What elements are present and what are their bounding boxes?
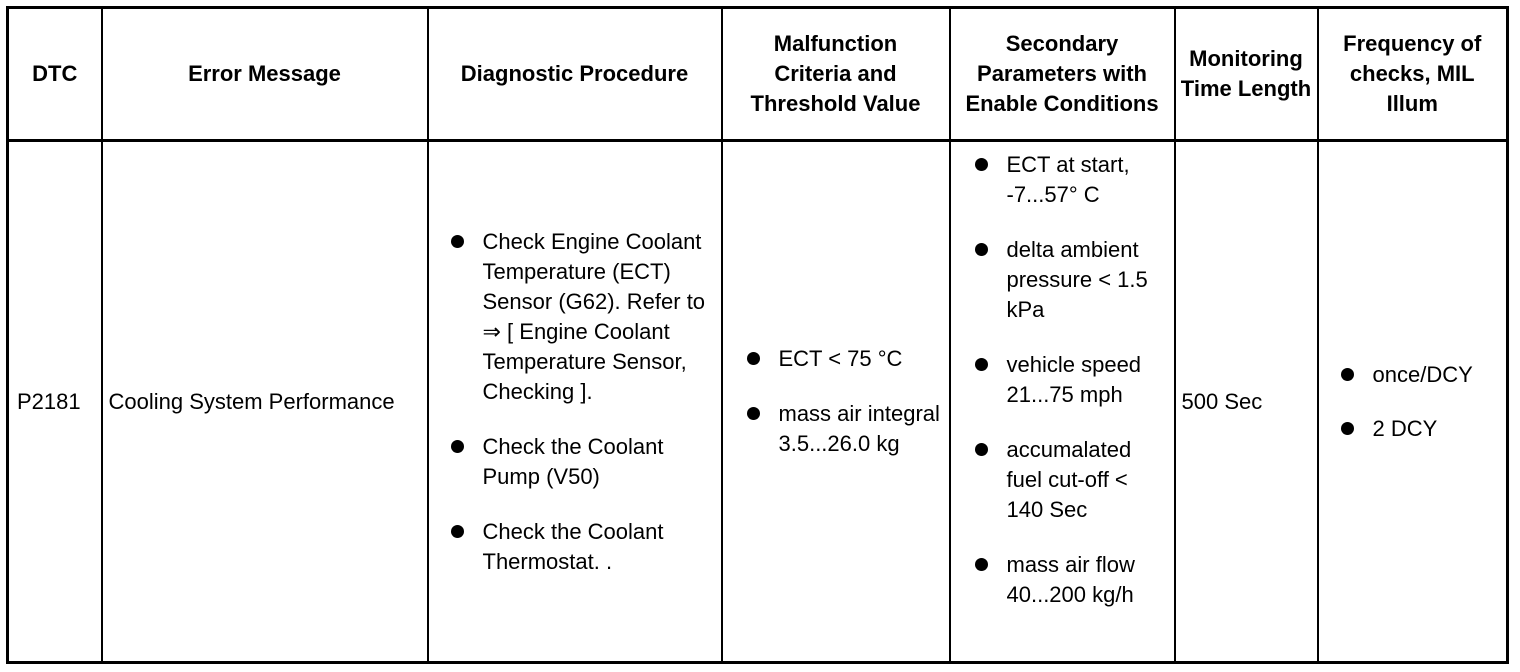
parameter-item: vehicle speed 21...75 mph bbox=[1006, 352, 1142, 407]
bullet-icon bbox=[975, 558, 988, 571]
secondary-parameters-list bbox=[951, 142, 1174, 610]
header-diagnostic-procedure: Diagnostic Procedure bbox=[428, 8, 722, 141]
diagnostic-procedure-cell bbox=[428, 141, 722, 663]
bullet-icon bbox=[975, 243, 988, 256]
list-item bbox=[747, 344, 941, 374]
bullet-icon bbox=[451, 525, 464, 538]
list-item bbox=[1341, 414, 1503, 444]
bullet-icon bbox=[451, 440, 464, 453]
header-row bbox=[8, 8, 1508, 141]
frequency-cell bbox=[1318, 141, 1508, 663]
header-dtc: DTC bbox=[8, 8, 102, 141]
procedure-step: Check the Coolant Thermostat. . bbox=[482, 518, 664, 574]
malfunction-criteria-list bbox=[723, 344, 949, 459]
bullet-icon bbox=[975, 443, 988, 456]
frequency-list bbox=[1319, 360, 1507, 444]
list-item bbox=[975, 435, 1170, 525]
list-item bbox=[975, 350, 1170, 410]
header-error-message: Error Message bbox=[102, 8, 428, 141]
bullet-icon bbox=[747, 407, 760, 420]
parameter-item: mass air flow 40...200 kg/h bbox=[1006, 552, 1135, 607]
dtc-table bbox=[6, 6, 1509, 664]
error-message: Cooling System Performance bbox=[102, 141, 428, 663]
parameter-item: accumalated fuel cut-off < 140 Sec bbox=[1006, 437, 1132, 522]
list-item bbox=[451, 517, 713, 577]
monitoring-time: 500 Sec bbox=[1175, 141, 1318, 663]
malfunction-criteria-cell bbox=[722, 141, 950, 663]
bullet-icon bbox=[1341, 368, 1354, 381]
criteria-item: mass air integral 3.5...26.0 kg bbox=[778, 401, 940, 456]
frequency-item: 2 DCY bbox=[1372, 415, 1438, 441]
diagnostic-procedure-list bbox=[429, 227, 721, 577]
header-malfunction-criteria: Malfunction Criteria and Threshold Value bbox=[722, 8, 950, 141]
bullet-icon bbox=[747, 352, 760, 365]
criteria-item: ECT < 75 °C bbox=[778, 346, 903, 371]
list-item bbox=[451, 432, 713, 492]
procedure-step: Check the Coolant Pump (V50) bbox=[482, 433, 664, 489]
header-secondary-parameters: Secondary Parameters with Enable Conditions bbox=[950, 8, 1175, 141]
bullet-icon bbox=[975, 158, 988, 171]
frequency-item: once/DCY bbox=[1372, 361, 1473, 387]
header-monitoring-time: Monitoring Time Length bbox=[1175, 8, 1318, 141]
list-item bbox=[975, 150, 1170, 210]
list-item bbox=[1341, 360, 1503, 390]
list-item bbox=[975, 550, 1170, 610]
parameter-item: delta ambient pressure < 1.5 kPa bbox=[1006, 237, 1148, 322]
parameter-item: ECT at start, -7...57° C bbox=[1006, 152, 1130, 207]
header-frequency: Frequency of checks, MIL Illum bbox=[1318, 8, 1508, 141]
bullet-icon bbox=[1341, 422, 1354, 435]
list-item bbox=[975, 235, 1170, 325]
dtc-code: P2181 bbox=[8, 141, 102, 663]
list-item bbox=[747, 399, 941, 459]
bullet-icon bbox=[975, 358, 988, 371]
procedure-step: Check Engine Coolant Temperature (ECT) Sensor (G62). Refer to ⇒ [ Engine Coolant Temperature Sensor, Checking ]. bbox=[482, 228, 706, 404]
secondary-parameters-cell bbox=[950, 141, 1175, 663]
list-item bbox=[451, 227, 713, 407]
table-row bbox=[8, 141, 1508, 663]
bullet-icon bbox=[451, 235, 464, 248]
